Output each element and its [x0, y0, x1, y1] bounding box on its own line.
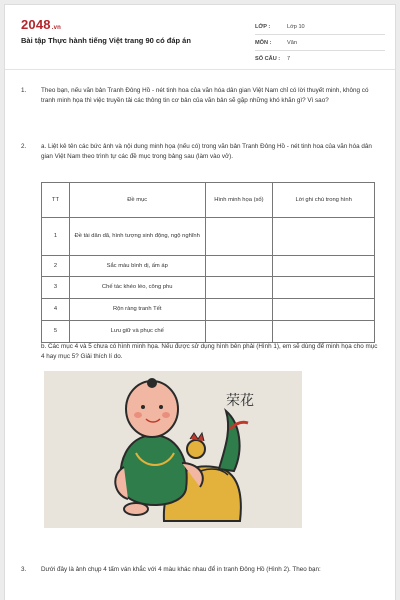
meta-label: LỚP :	[255, 23, 271, 30]
table-row	[42, 218, 375, 256]
cell-title: Đề tài dân dã, hình tượng sinh động, ngộ nghĩnh	[69, 218, 205, 256]
table-header-row	[42, 183, 375, 218]
meta-row-class	[255, 19, 385, 35]
cell-image	[205, 256, 273, 277]
cell-title: Chế tác khéo léo, công phu	[69, 277, 205, 299]
cell-image	[205, 321, 273, 343]
cell-tt: 1	[42, 218, 70, 256]
cell-note	[273, 321, 375, 343]
question-text: Theo bạn, nếu văn bản Tranh Đông Hồ - nét tinh hoa của văn hóa dân gian Việt Nam chỉ có lời thuyết minh, không có tranh minh họa thì việc truyền tải các thông tin cơ bản của văn bản sẽ gặp những khó khăn gì? Vì sao?	[41, 87, 369, 104]
painting-illustration	[44, 371, 302, 528]
logo-text: 2048	[21, 17, 51, 32]
cell-tt: 3	[42, 277, 70, 299]
cell-image	[205, 218, 273, 256]
meta-value: Văn	[287, 39, 297, 46]
logo-suffix: .vn	[51, 25, 62, 31]
meta-value: Lớp 10	[287, 23, 305, 30]
header-tt: TT	[42, 183, 70, 218]
question-number: 2.	[21, 143, 27, 150]
question-number: 1.	[21, 87, 27, 94]
question-3	[21, 565, 381, 575]
cell-image	[205, 277, 273, 299]
cell-note	[273, 218, 375, 256]
header-title: Đề mục	[69, 183, 205, 218]
question-2b	[41, 342, 381, 362]
cell-title: Sắc màu bình dị, ấm áp	[69, 256, 205, 277]
document-title: Bài tập Thực hành tiếng Việt trang 90 có đáp án	[21, 36, 191, 45]
meta-value: 7	[287, 56, 291, 62]
table-row	[42, 277, 375, 299]
cell-tt: 2	[42, 256, 70, 277]
meta-row-count	[255, 51, 385, 67]
table-row	[42, 299, 375, 321]
document-page	[4, 4, 396, 600]
cell-note	[273, 299, 375, 321]
question-number: 3.	[21, 566, 27, 573]
meta-panel	[255, 19, 385, 67]
header-note: Lời ghi chú trong hình	[273, 183, 375, 218]
meta-label: MÔN :	[255, 39, 272, 46]
header-image: Hình minh họa (số)	[205, 183, 273, 218]
dong-ho-painting-image	[44, 371, 302, 528]
cell-note	[273, 256, 375, 277]
question-text: a. Liệt kê tên các bức ảnh và nội dung minh họa (nếu có) trong văn bản Tranh Đông Hồ - nét tinh hoa của văn hóa dân gian Việt Nam theo trình tự các đề mục trong bảng sau (làm vào vở).	[41, 143, 372, 160]
cell-image	[205, 299, 273, 321]
cell-tt: 5	[42, 321, 70, 343]
painting-caption-chars: 荣花	[226, 393, 254, 409]
question-text: b. Các mục 4 và 5 chưa có hình minh họa. Nếu được sử dụng hình bên phải (Hình 1), em sẽ dùng để minh họa cho mục 4 hay mục 5? Giải thích lí do.	[41, 343, 378, 360]
meta-row-subject	[255, 35, 385, 51]
answer-table	[41, 182, 375, 343]
site-logo[interactable]	[21, 17, 61, 32]
cell-title: Rộn ràng tranh Tết	[69, 299, 205, 321]
cell-note	[273, 277, 375, 299]
header-divider	[5, 69, 396, 70]
cell-title: Lưu giữ và phục chế	[69, 321, 205, 343]
question-2	[21, 142, 381, 162]
meta-label: SỐ CÂU :	[255, 56, 281, 62]
table-row	[42, 256, 375, 277]
question-text: Dưới đây là ảnh chụp 4 tấm ván khắc với 4 màu khác nhau để in tranh Đông Hồ (Hình 2). Theo bạn:	[41, 566, 321, 573]
table-row	[42, 321, 375, 343]
question-1	[21, 86, 381, 106]
cell-tt: 4	[42, 299, 70, 321]
